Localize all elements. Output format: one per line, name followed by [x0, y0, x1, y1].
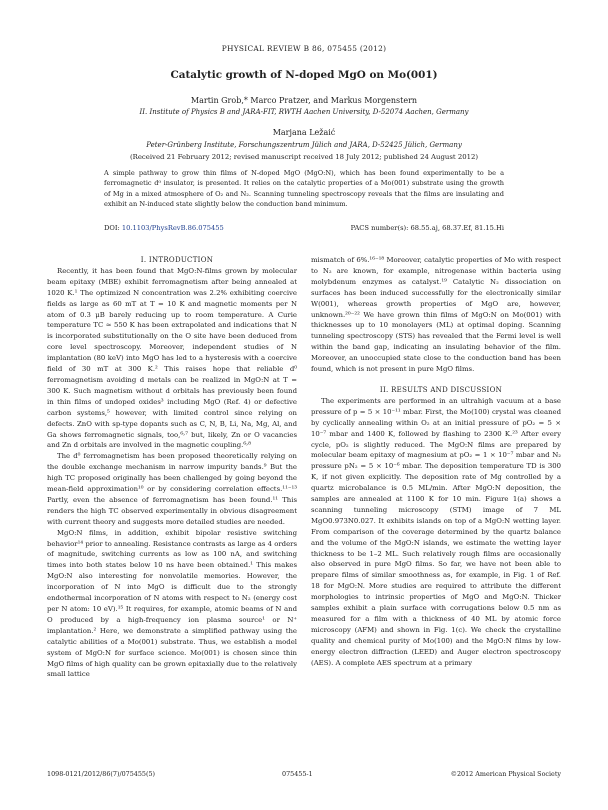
paragraph: Recently, it has been found that MgO:N-films grown by molecular beam epitaxy (MBE) exhibit ferromagnetism after being annealed at 1020 K.¹ The optimized N concentration was 2.2% exhibiting coercive fields as large as 60 mT at T = 10 K and magnetic moments per N atom of 0.3 μB barely reducing up to room temperature. A Curie temperature TC ≃ 550 K has been extrapolated and indications that N is incorporated substitutionally on the O site have been deduced from core level spectroscopy. Moreover, independent studies of N implantation (80 keV) into MgO has led to a hysteresis with a coercive field of 30 mT at 300 K.² This raises hope that reliable d⁰ ferromagnetism avoiding d metals can be realized in MgO:N at T = 300 K. Such magnetism without d orbitals has previously been found in thin films of undoped oxides³ including MgO (Ref. 4) or defective carbon systems,⁵ however, with limited control since relying on defects. ZnO with sp-type dopants such as C, N, B, Li, Na, Mg, Al, and Ga shows ferromagnetic signals, too,⁶˒⁷ but, likely, Zn or O vacancies and Zn d orbitals are involved in the magnetic coupling.⁶˒⁸ [47, 266, 297, 450]
footer-issn: 1098-0121/2012/86(7)/075455(5) [47, 770, 156, 778]
paragraph: The experiments are performed in an ultrahigh vacuum at a base pressure of p = 5 × 10⁻¹¹ mbar. First, the Mo(100) crystal was cleaned by cyclically annealing within O₂ at an initial pressure of pO₂ = 5 × 10⁻⁷ mbar and 1400 K, followed by flashing to 2300 K.²³ After every cycle, pO₂ is slightly reduced. The MgO:N films are prepared by molecular beam epitaxy of magnesium at pO₂ = 1 × 10⁻⁷ mbar and N₂ pressure pN₂ = 5 × 10⁻⁶ mbar. The deposition temperature TD is 300 K, if not given explicitly. The deposition rate of Mg controlled by a quartz microbalance is 0.5 ML/min. After MgO:N deposition, the samples are annealed at 1100 K for 10 min. Figure 1(a) shows a scanning tunneling microscopy (STM) image of 7 ML MgO0.973N0.027. It exhibits islands on top of a MgO:N wetting layer. From comparison of the coverage determined by the quartz balance and the volume of the MgO:N islands, we estimate the wetting layer thickness to be 1–2 ML. Such relatively rough films are occasionally also observed in pure MgO films. So far, we have not been able to prepare films of similar smoothness as, for example, in Fig. 1 of Ref. 18 for MgO:N. More studies are required to attribute the different morphologies to intrinsic properties of MgO and MgO:N. Thicker samples exhibit a plain surface with corrugations below 0.5 nm as measured for a film with a thickness of 40 ML by atomic force microscopy (AFM) and shown in Fig. 1(c). We check the crystalline quality and chemical purity of Mo(100) and the MgO:N films by low-energy electron diffraction (LEED) and Auger electron spectroscopy (AES). A complete AES spectrum at a primary [311, 396, 561, 667]
abstract-text: A simple pathway to grow thin films of N-doped MgO (MgO:N), which has been found experimentally to be a ferromagnetic d⁰ insulator, is presented. It relies on the catalytic properties of a Mo(001) substrate using the growth of Mg in a mixed atmosphere of O₂ and N₂. Scanning tunneling spectroscopy reveals that the films are insulating and exhibit an N-induced state slightly below the conduction band minimum. [104, 169, 504, 208]
affiliation-1: II. Institute of Physics B and JARA-FIT, RWTH Aachen University, D-52074 Aachen, Germany [139, 108, 469, 116]
doi-link[interactable]: 10.1103/PhysRevB.86.075455 [121, 224, 224, 232]
journal-header: PHYSICAL REVIEW B 86, 075455 (2012) [221, 44, 387, 53]
doi-label: DOI: [104, 224, 120, 232]
abstract [104, 168, 504, 209]
paper-title: Catalytic growth of N-doped MgO on Mo(001) [170, 69, 438, 81]
left-column [47, 255, 297, 680]
paragraph: MgO:N films, in addition, exhibit bipolar resistive switching behavior¹⁴ prior to annealing. Resistance contrasts as large as 4 orders of magnitude, switching currents as low as 100 nA, and switching times into both states below 10 ns have been obtained.¹ This makes MgO:N also interesting for nonvolatile memories. However, the incorporation of N into MgO is difficult due to the strongly endothermal incorporation of N atoms with respect to N₂ (energy cost per N atom: 10 eV).¹⁵ It requires, for example, atomic beams of N and O produced by a high-frequency ion plasma source¹ or N⁺ implantation.² Here, we demonstrate a simplified pathway using the catalytic abilities of a Mo(001) substrate. Thus, we establish a model system of MgO:N for surface science. Mo(001) is chosen since thin MgO films of high quality can be grown epitaxially due to the relatively small lattice [47, 528, 297, 679]
pacs-numbers: PACS number(s): 68.55.aj, 68.37.Ef, 81.15.Hi [350, 224, 504, 232]
paragraph: mismatch of 6%.¹⁶⁻¹⁸ Moreover, catalytic properties of Mo with respect to N₂ are known, for example, nitrogenase within bacteria using molybdenum enzymes as catalyst.¹⁹ Catalytic N₂ dissociation on surfaces has been induced successfully for the electronically similar W(001), whereas growth properties of MgO are, however, unknown.²⁰⁻²² We have grown thin films of MgO:N on Mo(001) with thicknesses up to 10 monolayers (ML) at optimal doping. Scanning tunneling spectroscopy (STS) has revealed that the Fermi level is well within the band gap, indicating an insulating behavior of the film. Moreover, an unoccupied state close to the conduction band has been found, which is not present in pure MgO films. [311, 256, 561, 374]
paragraph: The d⁰ ferromagnetism has been proposed theoretically relying on the double exchange mechanism in narrow impurity bands.⁹ But the high TC proposed originally has been challenged by going beyond the mean-field approximation¹⁰ or by considering correlation effects.¹¹⁻¹³ Partly, even the absence of ferromagnetism has been found.¹¹ This renders the high TC observed experimentally in obvious disagreement with current theory and suggests more detailed studies are needed. [47, 452, 297, 526]
received-dates: (Received 21 February 2012; revised manuscript received 18 July 2012; published 24 August 2012) [129, 153, 479, 161]
footer-copyright: ©2012 American Physical Society [450, 770, 561, 778]
footer-page-number: 075455-1 [282, 770, 313, 778]
author-2: Marjana Ležaić [272, 128, 336, 137]
doi-row [104, 224, 504, 232]
authors-line: Martin Grob,* Marco Pratzer, and Markus Morgenstern [190, 96, 418, 105]
right-column [311, 255, 561, 669]
section-gap [311, 375, 561, 385]
section-heading-results: II. RESULTS AND DISCUSSION [379, 385, 503, 394]
section-heading-introduction: I. INTRODUCTION [140, 256, 214, 264]
affiliation-2: Peter-Grünberg Institute, Forschungszentrum Jülich and JARA, D-52425 Jülich, Germany [146, 141, 462, 149]
